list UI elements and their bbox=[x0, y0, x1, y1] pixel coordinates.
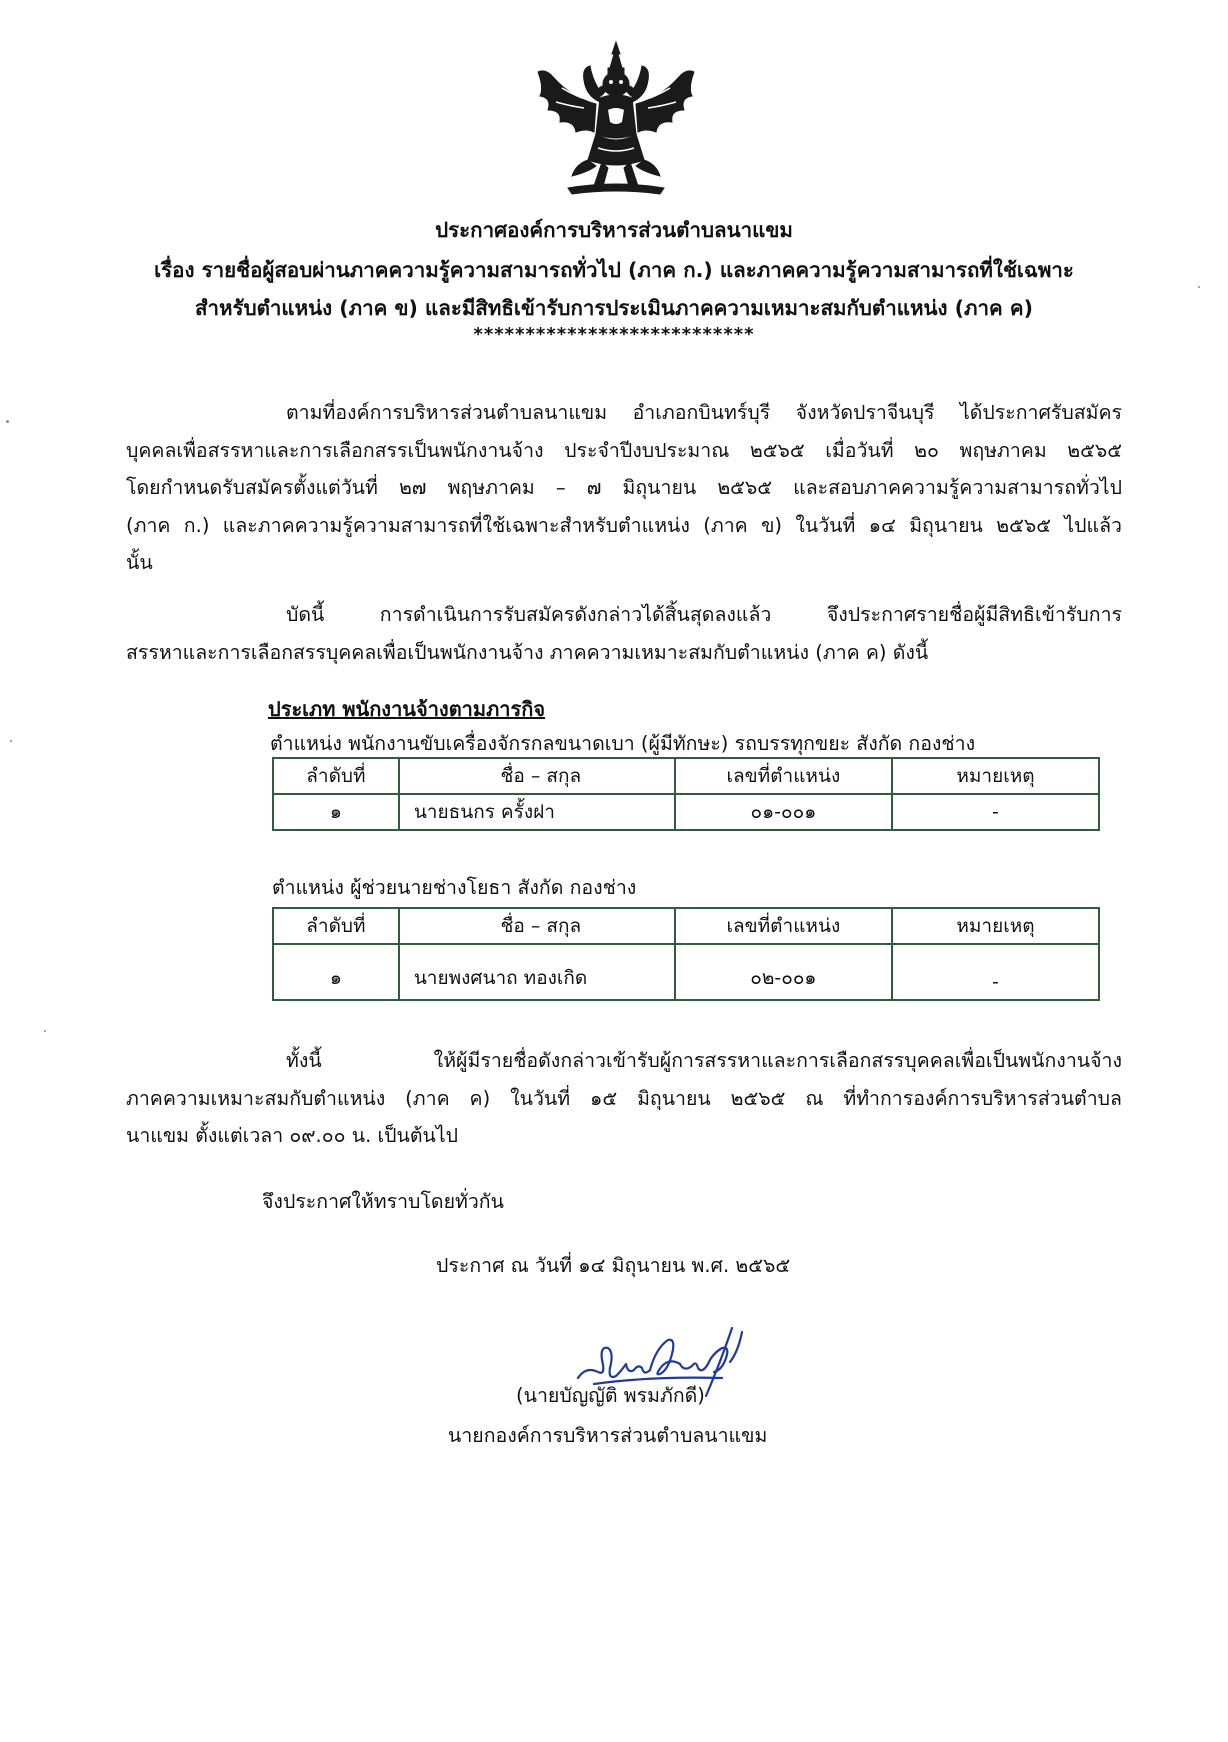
paragraph-line: นาแขม ตั้งแต่เวลา ๐๙.๐๐ น. เป็นต้นไป bbox=[126, 1124, 459, 1147]
announcement-subject-line-1: เรื่อง รายชื่อผู้สอบผ่านภาคความรู้ความสามารถทั่วไป (ภาค ก.) และภาคความรู้ความสามารถที่ใช้เฉพาะ bbox=[154, 258, 1074, 282]
table-header-cell: หมายเหตุ bbox=[892, 758, 1099, 794]
table-cell: ๑ bbox=[273, 944, 399, 1000]
table-header-cell: เลขที่ตำแหน่ง bbox=[675, 908, 892, 944]
signer-title: นายกองค์การบริหารส่วนตำบลนาแขม bbox=[448, 1424, 768, 1447]
paragraph-line: นั้น bbox=[126, 551, 153, 574]
paragraph-line: (ภาค ก.) และภาคความรู้ความสามารถที่ใช้เฉพาะสำหรับตำแหน่ง (ภาค ข) ในวันที่ ๑๔ มิถุนายน ๒๕๖๕ ไปแล้ว bbox=[126, 513, 1122, 537]
table-header-cell: เลขที่ตำแหน่ง bbox=[675, 758, 892, 794]
announcement-subject-line-2: สำหรับตำแหน่ง (ภาค ข) และมีสิทธิเข้ารับการประเมินภาคความเหมาะสมกับตำแหน่ง (ภาค ค) bbox=[195, 296, 1033, 320]
paragraph-line: บุคคลเพื่อสรรหาและการเลือกสรรเป็นพนักงานจ้าง ประจำปีงบประมาณ ๒๕๖๕ เมื่อวันที่ ๒๐ พฤษภาคม ๒๕๖๕ bbox=[126, 438, 1122, 462]
announcement-title: ประกาศองค์การบริหารส่วนตำบลนาแขม bbox=[435, 218, 793, 242]
paragraph-announcement-result bbox=[126, 596, 1122, 671]
scan-speck bbox=[44, 1030, 46, 1032]
paragraph-assessment-schedule bbox=[126, 1042, 1122, 1155]
table-header-row bbox=[273, 908, 1099, 944]
table-cell: ๐๒-๐๐๑ bbox=[675, 944, 892, 1000]
table-header-cell: ชื่อ – สกุล bbox=[399, 758, 675, 794]
paragraph-announcement-background bbox=[126, 394, 1122, 582]
table-cell: นายพงศนาถ ทองเกิด bbox=[399, 944, 675, 1000]
table-cell: ๐๑-๐๐๑ bbox=[675, 794, 892, 830]
closing-statement: จึงประกาศให้ทราบโดยทั่วกัน bbox=[262, 1190, 504, 1213]
paragraph-line: ทั้งนี้ ให้ผู้มีรายชื่อดังกล่าวเข้ารับผู้การสรรหาและการเลือกสรรบุคคลเพื่อเป็นพนักงานจ้าง bbox=[286, 1049, 1122, 1072]
employee-category-heading: ประเภท พนักงานจ้างตามภารกิจ bbox=[268, 697, 546, 721]
scan-speck bbox=[6, 420, 9, 423]
table-cell: นายธนกร ครั้งฝา bbox=[399, 794, 675, 830]
garuda-emblem-icon bbox=[532, 38, 700, 200]
signer-name: (นายบัญญัติ พรมภักดี) bbox=[516, 1384, 705, 1407]
header-divider-stars: *************************** bbox=[473, 324, 755, 345]
announcement-date: ประกาศ ณ วันที่ ๑๔ มิถุนายน พ.ศ. ๒๕๖๕ bbox=[436, 1254, 791, 1277]
paragraph-line: สรรหาและการเลือกสรรบุคคลเพื่อเป็นพนักงานจ้าง ภาคความเหมาะสมกับตำแหน่ง (ภาค ค) ดังนี้ bbox=[126, 640, 929, 664]
table-cell: - bbox=[892, 794, 1099, 830]
table-row bbox=[273, 794, 1099, 830]
table-row bbox=[273, 944, 1099, 1000]
position-2-title: ตำแหน่ง ผู้ช่วยนายช่างโยธา สังกัด กองช่าง bbox=[272, 876, 637, 899]
table-header-row bbox=[273, 758, 1099, 794]
paragraph-line: ตามที่องค์การบริหารส่วนตำบลนาแขม อำเภอกบินทร์บุรี จังหวัดปราจีนบุรี ได้ประกาศรับสมัคร bbox=[286, 401, 1122, 424]
paragraph-line: บัดนี้ การดำเนินการรับสมัครดังกล่าวได้สิ้นสุดลงแล้ว จึงประกาศรายชื่อผู้มีสิทธิเข้ารับการ bbox=[286, 603, 1122, 626]
position-2-table bbox=[272, 907, 1100, 1001]
paragraph-line: โดยกำหนดรับสมัครตั้งแต่วันที่ ๒๗ พฤษภาคม – ๗ มิถุนายน ๒๕๖๕ และสอบภาคความรู้ความสามารถทั่วไป bbox=[126, 476, 1122, 499]
table-header-cell: หมายเหตุ bbox=[892, 908, 1099, 944]
table-header-cell: ชื่อ – สกุล bbox=[399, 908, 675, 944]
position-1-title: ตำแหน่ง พนักงานขับเครื่องจักรกลขนาดเบา (ผู้มีทักษะ) รถบรรทุกขยะ สังกัด กองช่าง bbox=[270, 732, 976, 755]
table-header-cell: ลำดับที่ bbox=[273, 758, 399, 794]
scan-speck bbox=[10, 740, 12, 742]
table-header-cell: ลำดับที่ bbox=[273, 908, 399, 944]
table-cell: - bbox=[892, 944, 1099, 1000]
position-1-table bbox=[272, 757, 1100, 831]
table-cell: ๑ bbox=[273, 794, 399, 830]
paragraph-line: ภาคความเหมาะสมกับตำแหน่ง (ภาค ค) ในวันที่ ๑๕ มิถุนายน ๒๕๖๕ ณ ที่ทำการองค์การบริหารส่วนตำบล bbox=[126, 1086, 1122, 1110]
scan-speck bbox=[1198, 286, 1200, 288]
